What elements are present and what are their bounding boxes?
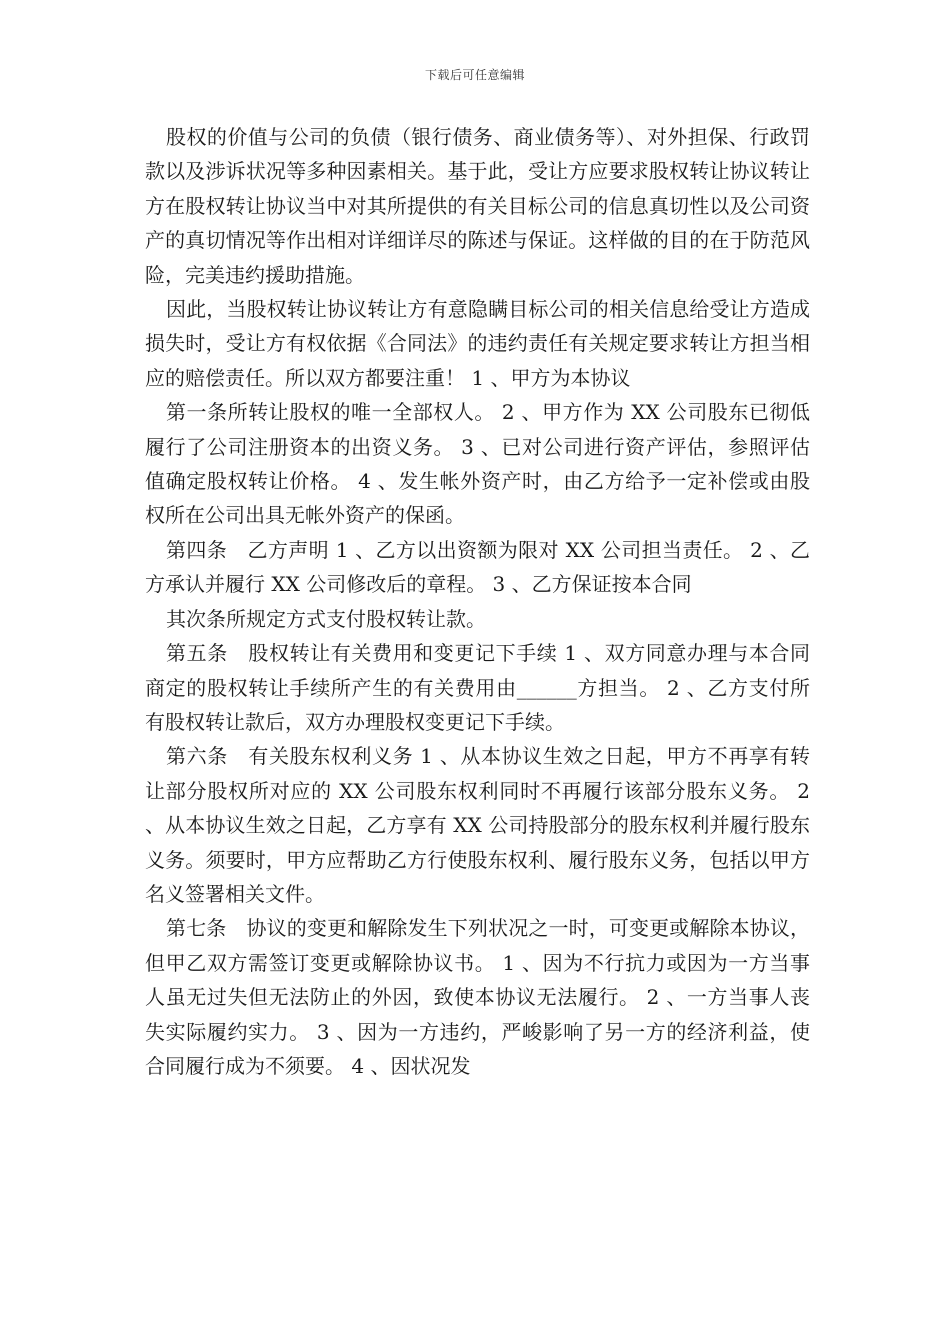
paragraph-article-7: 第七条 协议的变更和解除发生下列状况之一时，可变更或解除本协议，但甲乙双方需签订变更或解除协议书。 1 、因为不行抗力或因为一方当事人虽无过失但无法防止的外因，致使本协议无法履行。 2 、一方当事人丧失实际履约实力。 3 、因为一方违约，严峻影响了另一方的经济利益，使合同履行成为不须要。 4 、因状况发 (145, 916, 810, 1078)
paragraph-equity-value: 股权的价值与公司的负债（银行债务、商业债务等）、对外担保、行政罚款以及涉诉状况等多种因素相关。基于此，受让方应要求股权转让协议转让方在股权转让协议当中对其所提供的有关目标公司的信息真切性以及公司资产的真切情况等作出相对详细详尽的陈述与保证。这样做的目的在于防范风险，完美违约援助措施。 (145, 125, 810, 287)
page-header: 下载后可任意编辑 (424, 68, 525, 82)
paragraph-concealment: 因此，当股权转让协议转让方有意隐瞒目标公司的相关信息给受让方造成损失时，受让方有权依据《合同法》的违约责任有关规定要求转让方担当相应的赔偿责任。所以双方都要注重！ 1 、甲方为本协议 (145, 297, 810, 390)
paragraph-article-1: 第一条所转让股权的唯一全部权人。 2 、甲方作为 XX 公司股东已彻低履行了公司注册资本的出资义务。 3 、已对公司进行资产评估，参照评估值确定股权转让价格。 4 、发生帐外资产时，由乙方给予一定补偿或由股权所在公司出具无帐外资产的保函。 (145, 400, 810, 528)
paragraph-article-5: 第五条 股权转让有关费用和变更记下手续 1 、双方同意办理与本合同商定的股权转让手续所产生的有关费用由______方担当。 2 、乙方支付所有股权转让款后，双方办理股权变更记下手续。 (145, 641, 810, 734)
document-body (145, 120, 810, 1083)
paragraph-article-6: 第六条 有关股东权利义务 1 、从本协议生效之日起，甲方不再享有转让部分股权所对应的 XX 公司股东权利同时不再履行该部分股东义务。 2 、从本协议生效之日起，乙方享有 XX 公司持股部分的股东权利并履行股东义务。须要时，甲方应帮助乙方行使股东权利、履行股东义务，包括以甲方名义签署相关文件。 (145, 744, 810, 906)
paragraph-article-2-ref: 其次条所规定方式支付股权转让款。 (166, 606, 486, 631)
paragraph-article-4: 第四条 乙方声明 1 、乙方以出资额为限对 XX 公司担当责任。 2 、乙方承认并履行 XX 公司修改后的章程。 3 、乙方保证按本合同 (145, 537, 810, 597)
